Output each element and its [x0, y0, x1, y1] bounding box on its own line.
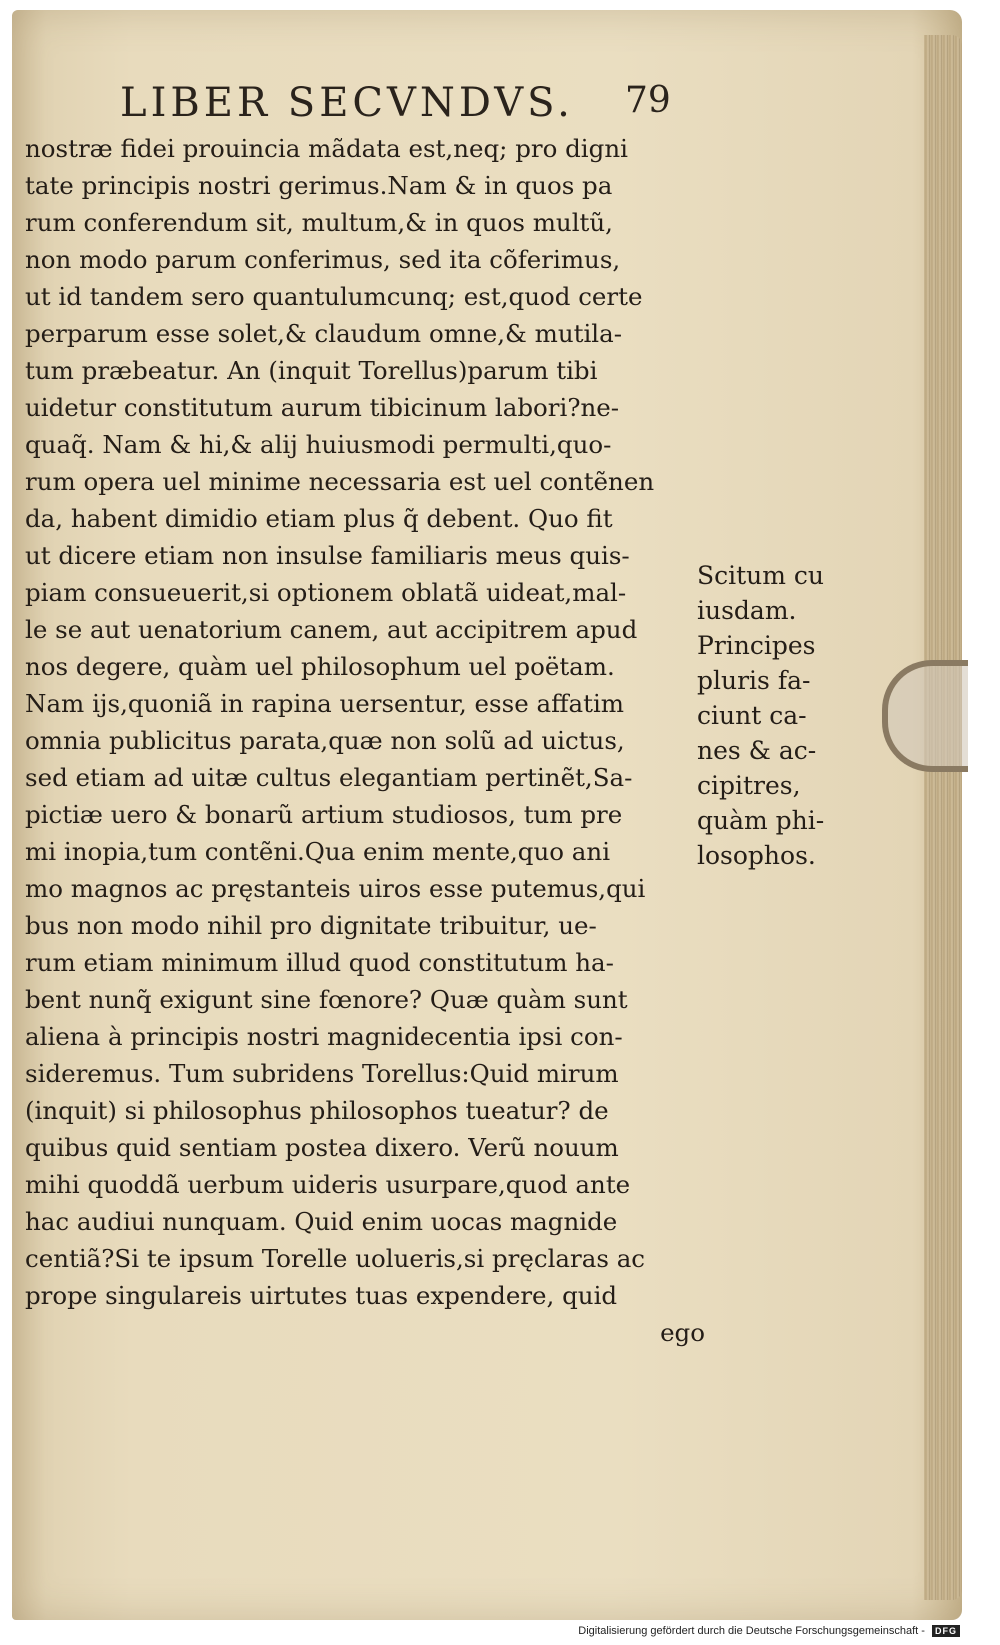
text-line: aliena à principis nostri magnidecentia ipsi con-	[25, 1022, 623, 1051]
text-line: nos degere, quàm uel philosophum uel poëtam.	[25, 652, 615, 681]
text-line: (inquit) si philosophus philosophos tueatur? de	[25, 1096, 609, 1125]
main-text-block	[25, 130, 705, 1351]
footer-text: Digitalisierung gefördert durch die Deutsche Forschungsgemeinschaft -	[578, 1625, 925, 1637]
clasp-icon	[882, 660, 968, 772]
text-line: da, habent dimidio etiam plus q̃ debent. Quo fit	[25, 504, 613, 533]
margin-note-line: quàm phi-	[697, 806, 825, 835]
margin-note	[697, 558, 847, 873]
text-line: rum conferendum sit, multum,& in quos multũ,	[25, 208, 613, 237]
margin-note-line: Principes	[697, 631, 816, 660]
text-line: sideremus. Tum subridens Torellus:Quid mirum	[25, 1059, 619, 1088]
text-line: non modo parum conferimus, sed ita cõferimus,	[25, 245, 621, 274]
text-line: quaq̃. Nam & hi,& alij huiusmodi permulti,quo-	[25, 430, 612, 459]
dfg-logo-icon: DFG	[932, 1625, 960, 1637]
digitization-footer	[578, 1625, 960, 1637]
catchword: ego	[660, 1318, 705, 1347]
text-line: tum præbeatur. An (inquit Torellus)parum tibi	[25, 356, 598, 385]
margin-note-line: Scitum cu	[697, 561, 825, 590]
text-line: bent nunq̃ exigunt sine fœnore? Quæ quàm sunt	[25, 985, 628, 1014]
text-line: mi inopia,tum contẽni.Qua enim mente,quo ani	[25, 837, 611, 866]
text-line: bus non modo nihil pro dignitate tribuitur, ue-	[25, 911, 597, 940]
text-line: rum opera uel minime necessaria est uel contẽnen	[25, 467, 655, 496]
text-line: omnia publicitus parata,quæ non solũ ad uictus,	[25, 726, 625, 755]
margin-note-line: losophos.	[697, 841, 816, 870]
text-line: mihi quoddã uerbum uideris usurpare,quod ante	[25, 1170, 631, 1199]
margin-note-line: iusdam.	[697, 596, 797, 625]
running-head: LIBER SECVNDVS.	[120, 80, 574, 126]
text-line: piam consueuerit,si optionem oblatã uideat,mal-	[25, 578, 627, 607]
text-line: le se aut uenatorium canem, aut accipitrem apud	[25, 615, 638, 644]
text-line: quibus quid sentiam postea dixero. Verũ nouum	[25, 1133, 619, 1162]
text-line: nostræ fidei prouincia mãdata est,neq; pro digni	[25, 134, 628, 163]
text-line: sed etiam ad uitæ cultus elegantiam pertinẽt,Sa-	[25, 763, 633, 792]
text-line: prope singulareis uirtutes tuas expendere, quid	[25, 1281, 618, 1310]
text-line: hac audiui nunquam. Quid enim uocas magnide	[25, 1207, 618, 1236]
text-line: ut dicere etiam non insulse familiaris meus quis-	[25, 541, 630, 570]
text-line: perparum esse solet,& claudum omne,& mutila-	[25, 319, 622, 348]
text-line: uidetur constitutum aurum tibicinum labori?ne-	[25, 393, 620, 422]
margin-note-line: pluris fa-	[697, 666, 811, 695]
text-line: ut id tandem sero quantulumcunq; est,quod certe	[25, 282, 643, 311]
text-line: centiã?Si te ipsum Torelle uolueris,si pręclaras ac	[25, 1244, 646, 1273]
margin-note-line: ciunt ca-	[697, 701, 807, 730]
text-line: rum etiam minimum illud quod constitutum ha-	[25, 948, 614, 977]
text-line: Nam ijs,quoniã in rapina uersentur, esse affatim	[25, 689, 625, 718]
text-line: pictiæ uero & bonarũ artium studiosos, tum pre	[25, 800, 623, 829]
text-line: mo magnos ac pręstanteis uiros esse putemus,qui	[25, 874, 646, 903]
text-line: tate principis nostri gerimus.Nam & in quos pa	[25, 171, 613, 200]
margin-note-line: nes & ac-	[697, 736, 817, 765]
page-number: 79	[625, 80, 671, 121]
page-edge	[924, 35, 962, 1600]
margin-note-line: cipitres,	[697, 771, 801, 800]
